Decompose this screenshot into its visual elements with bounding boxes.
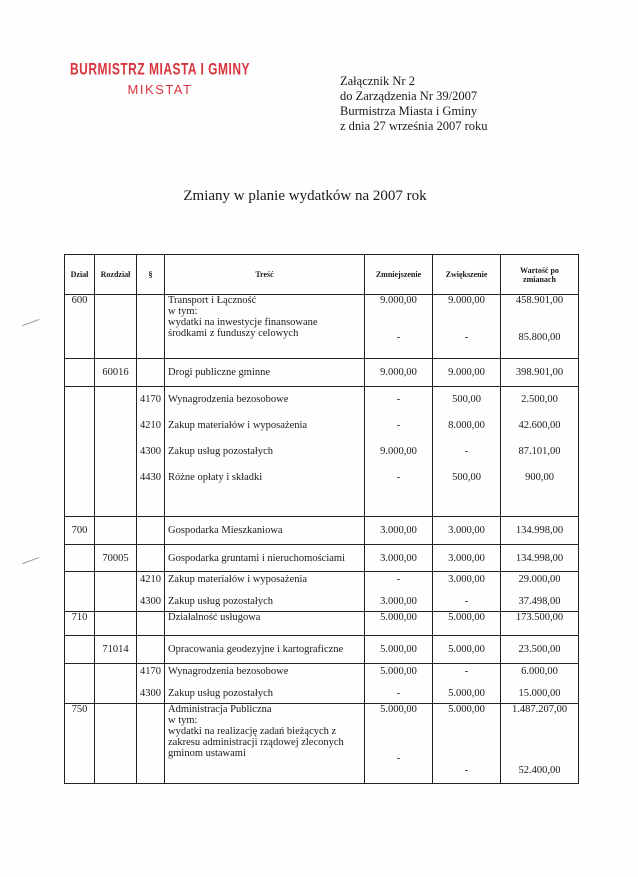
text-line: Wynagrodzenia bezosobowe [168,666,289,677]
cell-zmniejszenie [365,572,433,612]
col-rozdzial: Rozdział [95,255,137,295]
header-line-1: Załącznik Nr 2 [340,74,415,88]
cell-zwiekszenie [433,704,501,784]
cell-zwiekszenie: 3.000,00 [433,517,501,545]
value: 4430 [140,472,161,483]
table-header-row [65,255,579,295]
value: - [396,394,401,405]
cell-tresc: Opracowania geodezyjne i kartograficzne [165,636,365,664]
value: 4170 [140,666,161,677]
cell-zwiekszenie [433,572,501,612]
table-row [65,387,579,517]
cell-rozdzial: 60016 [95,359,137,387]
text-line: środkami z funduszy celowych [168,328,299,339]
table-row [65,636,579,664]
cell-tresc: Gospodarka gruntami i nieruchomościami [165,545,365,572]
cell-zmniejszenie: 3.000,00 [365,517,433,545]
value: 500,00 [452,394,481,405]
cell-zmniejszenie [365,295,433,359]
value: 5.000,00 [448,704,485,715]
header-line-4: z dnia 27 września 2007 roku [340,119,488,133]
text-line: Zakup usług pozostałych [168,596,273,607]
cell-empty [95,704,137,784]
text-line: w tym: [168,715,198,726]
value: 3.000,00 [380,596,417,607]
cell-dzial: 750 [65,704,95,784]
header-line-3: Burmistrza Miasta i Gminy [340,104,478,118]
col-zwiekszenie: Zwiększenie [433,255,501,295]
cell-empty [95,572,137,612]
cell-empty [65,545,95,572]
value: - [464,765,469,776]
cell-wartosc: 134.998,00 [501,545,579,572]
value: 4300 [140,596,161,607]
text-line: Zakup materiałów i wyposażenia [168,574,308,585]
cell-empty [95,664,137,704]
cell-empty [65,387,95,517]
cell-empty [95,387,137,517]
cell-empty [65,572,95,612]
value: 4210 [140,420,161,431]
col-paragraf: § [137,255,165,295]
cell-paragraf [137,664,165,704]
value: 2.500,00 [521,394,558,405]
value: 85.800,00 [518,332,561,343]
header-line-2: do Zarządzenia Nr 39/2007 [340,89,478,103]
text-line: w tym: [168,306,198,317]
cell-zwiekszenie: 3.000,00 [433,545,501,572]
value: 900,00 [525,472,554,483]
cell-zwiekszenie [433,387,501,517]
col-zmniejszenie: Zmniejszenie [365,255,433,295]
cell-tresc [165,572,365,612]
cell-tresc [165,664,365,704]
text-line: gminom ustawami [168,748,246,759]
cell-zwiekszenie: 9.000,00 [433,359,501,387]
cell-zmniejszenie [365,387,433,517]
cell-empty [137,612,165,636]
value: 4210 [140,574,161,585]
cell-tresc: Działalność usługowa [165,612,365,636]
value: 37.498,00 [518,596,561,607]
cell-tresc [165,387,365,517]
cell-dzial: 710 [65,612,95,636]
value: 5.000,00 [380,704,417,715]
value: 9.000,00 [380,446,417,457]
value: - [396,574,401,585]
cell-wartosc [501,387,579,517]
cell-zwiekszenie [433,664,501,704]
text-line: Zakup usług pozostałych [168,688,273,699]
value: 4300 [140,446,161,457]
text-line: Transport i Łączność [168,295,257,306]
cell-zmniejszenie: 9.000,00 [365,359,433,387]
scan-mark [22,557,40,565]
cell-tresc [165,704,365,784]
col-wartosc: Wartość po zmianach [501,255,579,295]
cell-paragraf [137,572,165,612]
table-row [65,545,579,572]
cell-empty [95,295,137,359]
value: - [464,332,469,343]
value: 500,00 [452,472,481,483]
table-row [65,359,579,387]
cell-empty [65,359,95,387]
cell-tresc: Drogi publiczne gminne [165,359,365,387]
attachment-header [340,74,488,134]
value: 9.000,00 [380,295,417,306]
cell-empty [95,612,137,636]
value: - [396,688,401,699]
text-line: Zakup usług pozostałych [168,446,273,457]
cell-empty [137,517,165,545]
cell-wartosc: 23.500,00 [501,636,579,664]
value: 4300 [140,688,161,699]
cell-zmniejszenie [365,664,433,704]
value: - [464,666,469,677]
value: 5.000,00 [380,666,417,677]
cell-wartosc: 173.500,00 [501,612,579,636]
text-line: Zakup materiałów i wyposażenia [168,420,308,431]
cell-dzial: 700 [65,517,95,545]
cell-zwiekszenie: 5.000,00 [433,612,501,636]
cell-empty [137,636,165,664]
cell-zmniejszenie: 3.000,00 [365,545,433,572]
value: 4170 [140,394,161,405]
cell-empty [137,704,165,784]
cell-empty [95,517,137,545]
cell-zwiekszenie: 5.000,00 [433,636,501,664]
cell-wartosc [501,295,579,359]
cell-wartosc [501,704,579,784]
text-line: Administracja Publiczna [168,704,272,715]
value: 1.487.207,00 [511,704,568,715]
value: 9.000,00 [448,295,485,306]
value: 15.000,00 [518,688,561,699]
cell-empty [137,359,165,387]
cell-empty [137,545,165,572]
text-line: wydatki na realizację zadań bieżących z [168,726,337,737]
table-row [65,612,579,636]
value: - [396,753,401,764]
cell-paragraf [137,387,165,517]
value: 87.101,00 [518,446,561,457]
cell-empty [65,664,95,704]
text-line: wydatki na inwestycje finansowane [168,317,318,328]
table-row [65,295,579,359]
table-row [65,572,579,612]
cell-rozdzial: 71014 [95,636,137,664]
value: 458.901,00 [515,295,564,306]
value: - [464,596,469,607]
office-stamp [70,59,250,97]
text-line: Wynagrodzenia bezosobowe [168,394,289,405]
cell-tresc [165,295,365,359]
document-title: Zmiany w planie wydatków na 2007 rok [183,188,427,204]
table-row [65,517,579,545]
cell-wartosc [501,664,579,704]
value: - [396,420,401,431]
value: - [396,332,401,343]
stamp-line-2: MIKSTAT [127,82,193,97]
cell-zwiekszenie [433,295,501,359]
cell-wartosc: 398.901,00 [501,359,579,387]
cell-wartosc: 134.998,00 [501,517,579,545]
col-dzial: Dział [65,255,95,295]
value: 8.000,00 [448,420,485,431]
cell-empty [137,295,165,359]
table-row [65,704,579,784]
value: 6.000,00 [521,666,558,677]
cell-dzial: 600 [65,295,95,359]
value: - [396,472,401,483]
value: - [464,446,469,457]
text-line: zakresu administracji rządowej zleconych [168,737,344,748]
value: 5.000,00 [448,688,485,699]
col-tresc: Treść [165,255,365,295]
cell-empty [65,636,95,664]
cell-tresc: Gospodarka Mieszkaniowa [165,517,365,545]
text-line: Różne opłaty i składki [168,472,263,483]
stamp-line-1: BURMISTRZ MIASTA I GMINY [70,59,250,79]
value: 3.000,00 [448,574,485,585]
cell-zmniejszenie: 5.000,00 [365,612,433,636]
cell-zmniejszenie [365,704,433,784]
value: 42.600,00 [518,420,561,431]
expenditure-table [64,254,579,784]
cell-zmniejszenie: 5.000,00 [365,636,433,664]
cell-rozdzial: 70005 [95,545,137,572]
table-row [65,664,579,704]
scan-mark [22,319,40,327]
value: 52.400,00 [518,765,561,776]
value: 29.000,00 [518,574,561,585]
cell-wartosc [501,572,579,612]
